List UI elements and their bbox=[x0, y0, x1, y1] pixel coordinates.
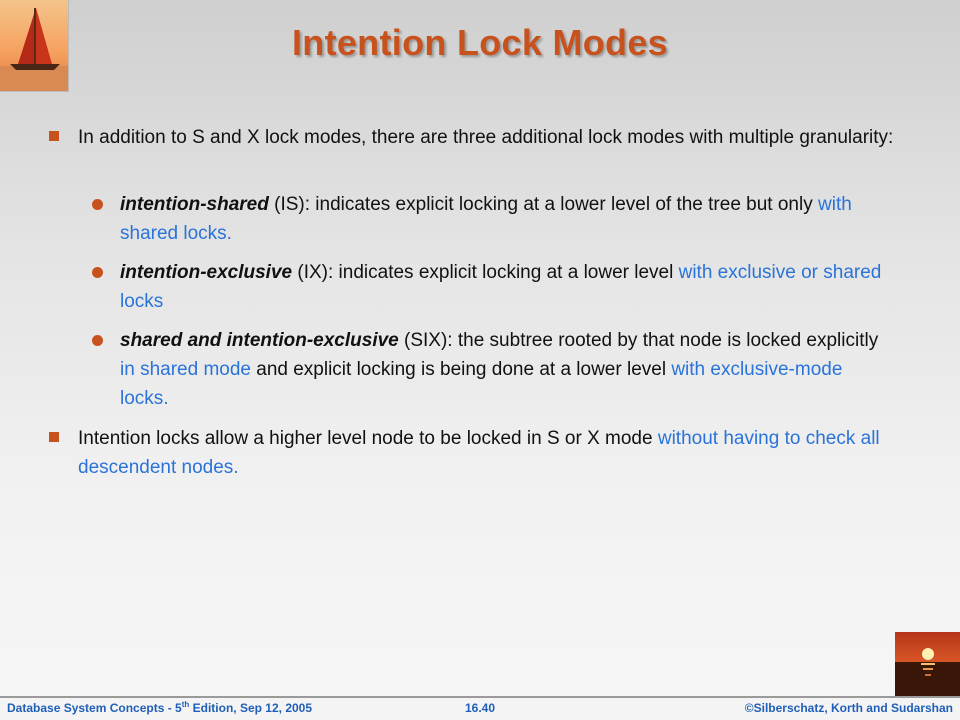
term-six: shared and intention-exclusive bbox=[120, 330, 399, 351]
round-bullet-icon bbox=[92, 199, 103, 210]
square-bullet-icon bbox=[49, 131, 59, 141]
bullet-text bbox=[120, 326, 882, 413]
bullet-text: In addition to S and X lock modes, there are three additional lock modes with multiple granularity: bbox=[78, 127, 894, 148]
footer-course: Database System Concepts - 5 bbox=[7, 701, 182, 715]
bullet-text bbox=[78, 424, 909, 482]
list-item bbox=[92, 258, 882, 316]
footer-sup: th bbox=[181, 700, 190, 709]
page-title: Intention Lock Modes bbox=[291, 22, 668, 63]
copyright-text: ©Silberschatz, Korth and Sudarshan bbox=[744, 701, 953, 715]
list-item bbox=[49, 424, 909, 482]
highlight-six-1: in shared mode bbox=[120, 359, 251, 380]
term-is: intention-shared bbox=[120, 194, 269, 215]
desc-six-1: (SIX): the subtree rooted by that node is locked explicitly bbox=[398, 330, 879, 351]
sunset-icon bbox=[895, 632, 960, 696]
list-item bbox=[92, 190, 882, 248]
round-bullet-icon bbox=[92, 335, 103, 346]
slide-number: 16.40 bbox=[464, 701, 496, 715]
highlight-is: with shared locks. bbox=[120, 194, 852, 244]
desc-ix: (IX): indicates explicit locking at a lower level bbox=[292, 262, 679, 283]
term-ix: intention-exclusive bbox=[120, 262, 293, 283]
footer-edition: Edition, Sep 12, 2005 bbox=[189, 701, 313, 715]
bullet-text bbox=[120, 190, 882, 248]
bullet-text bbox=[120, 258, 882, 316]
highlight-ix: with exclusive or shared locks bbox=[120, 262, 882, 312]
highlight-final: without having to check all descendent nodes. bbox=[78, 428, 880, 478]
list-item bbox=[92, 326, 882, 413]
desc-final: Intention locks allow a higher level node to be locked in S or X mode bbox=[78, 428, 658, 449]
footer bbox=[0, 696, 960, 720]
desc-six-2: and explicit locking is being done at a lower level bbox=[250, 359, 672, 380]
list-item bbox=[49, 123, 909, 152]
round-bullet-icon bbox=[92, 267, 103, 278]
highlight-six-2: with exclusive-mode locks. bbox=[120, 359, 843, 409]
desc-is: (IS): indicates explicit locking at a lower level of the tree but only bbox=[268, 194, 818, 215]
square-bullet-icon bbox=[49, 432, 59, 442]
